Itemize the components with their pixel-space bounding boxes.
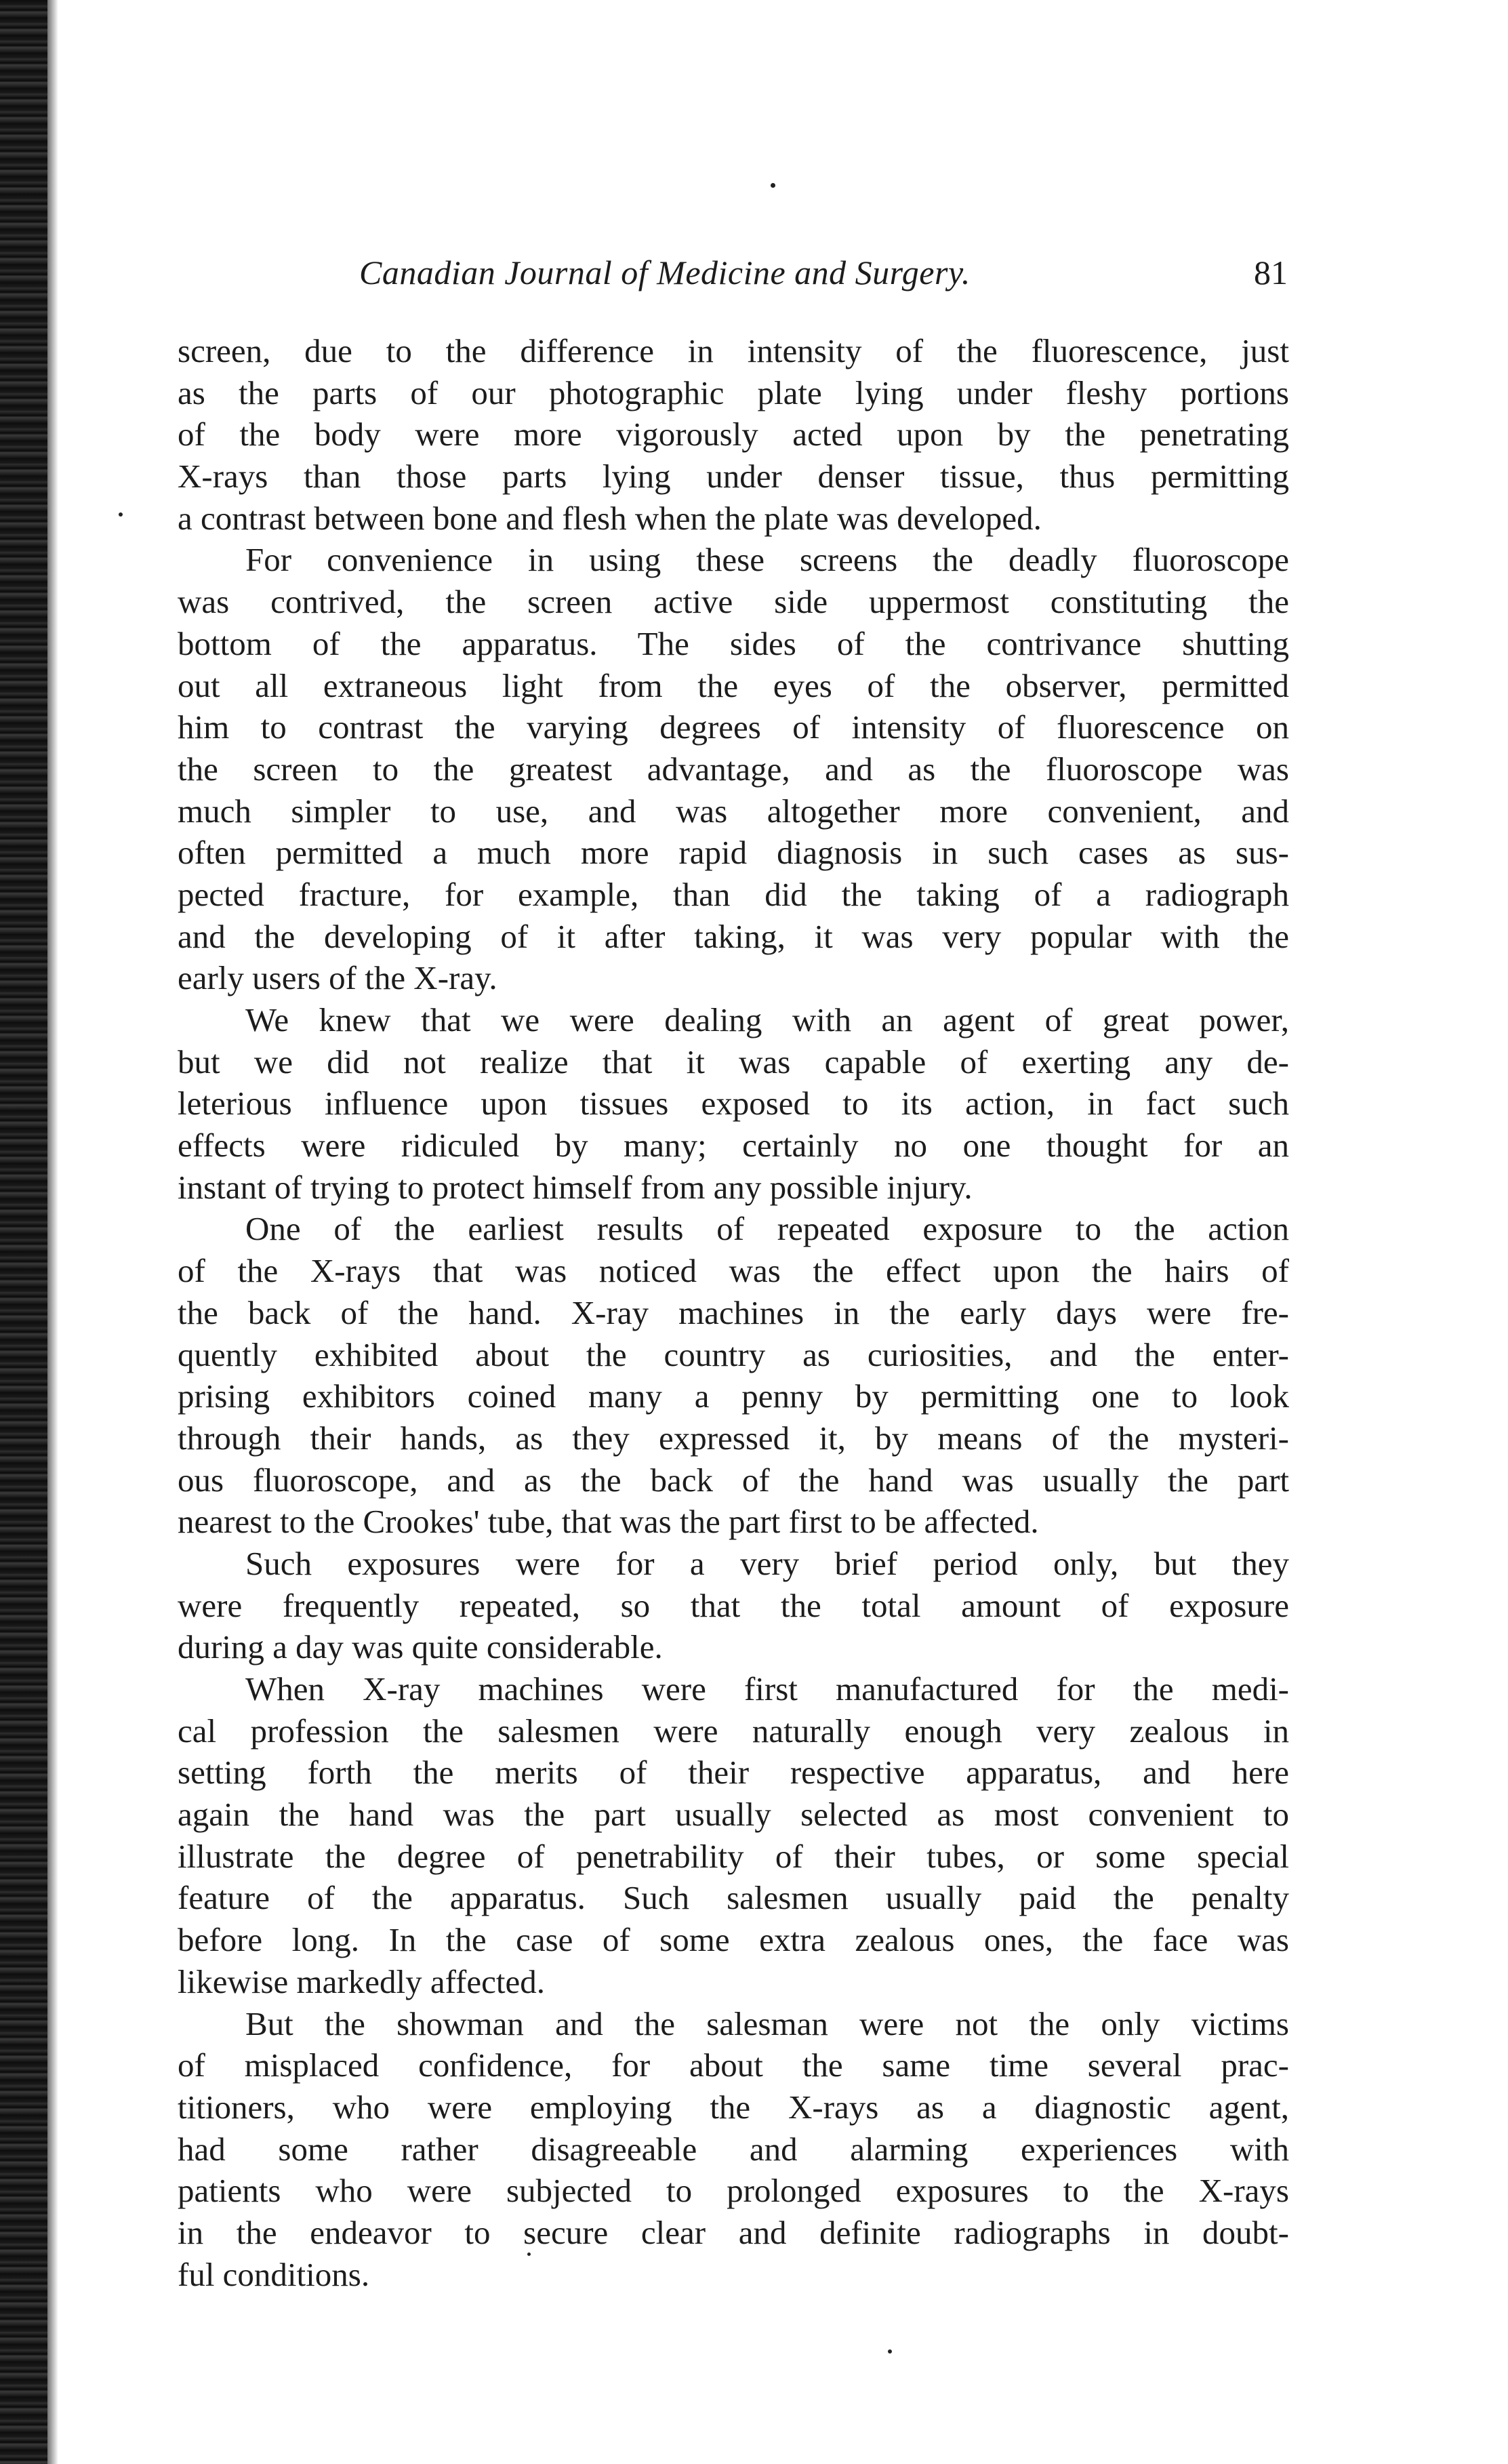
paragraph	[178, 2003, 1289, 2296]
text-line: of misplaced confidence, for about the same time several prac-	[178, 2046, 1289, 2084]
ink-speck	[119, 512, 123, 517]
text-line: out all extraneous light from the eyes of the observer, permitted	[178, 666, 1289, 704]
text-line: ous fluoroscope, and as the back of the hand was usually the part	[178, 1461, 1289, 1499]
text-line: patients who were subjected to prolonged exposures to the X-rays	[178, 2172, 1289, 2210]
text-line: were frequently repeated, so that the total amount of exposure	[178, 1586, 1289, 1624]
page-number: 81	[1254, 254, 1288, 291]
text-line: was contrived, the screen active side uppermost constituting the	[178, 583, 1289, 621]
running-title: Canadian Journal of Medicine and Surgery.	[359, 254, 971, 291]
text-line: illustrate the degree of penetrability of their tubes, or some special	[178, 1837, 1289, 1875]
text-line: a contrast between bone and flesh when the plate was developed.	[178, 499, 1042, 537]
text-line: ful conditions.	[178, 2255, 370, 2293]
text-line: screen, due to the difference in intensity of the fluorescence, just	[178, 332, 1289, 369]
text-line: him to contrast the varying degrees of intensity of fluorescence on	[178, 708, 1289, 746]
text-line: feature of the apparatus. Such salesmen usually paid the penalty	[178, 1879, 1289, 1917]
text-line: during a day was quite considerable.	[178, 1628, 663, 1666]
text-line: Such exposures were for a very brief period only, but they	[245, 1544, 1289, 1582]
text-line: often permitted a much more rapid diagnosis in such cases as sus-	[178, 834, 1289, 872]
text-line: the back of the hand. X-ray machines in the early days were fre-	[178, 1293, 1289, 1331]
text-line: in the endeavor to secure clear and definite radiographs in doubt-	[178, 2213, 1289, 2251]
scanned-binding-edge	[0, 0, 47, 2464]
text-line: effects were ridiculed by many; certainly no one thought for an	[178, 1127, 1289, 1165]
ink-speck	[888, 2349, 892, 2354]
text-line: of the X-rays that was noticed was the effect upon the hairs of	[178, 1252, 1289, 1290]
text-line: setting forth the merits of their respective apparatus, and here	[178, 1754, 1289, 1792]
text-line: bottom of the apparatus. The sides of the contrivance shutting	[178, 624, 1289, 662]
text-line: but we did not realize that it was capable of exerting any de-	[178, 1043, 1289, 1080]
text-line: But the showman and the salesman were not the only victims	[245, 2004, 1289, 2042]
article-body	[178, 330, 1289, 2295]
text-line: prising exhibitors coined many a penny by permitting one to look	[178, 1377, 1289, 1415]
text-line: leterious influence upon tissues exposed to its action, in fact such	[178, 1085, 1289, 1123]
text-line: nearest to the Crookes' tube, that was the part first to be affected.	[178, 1503, 1039, 1541]
text-line: When X-ray machines were first manufactured for the medi-	[245, 1670, 1289, 1708]
text-line: X-rays than those parts lying under denser tissue, thus permitting	[178, 458, 1289, 496]
text-line: before long. In the case of some extra zealous ones, the face was	[178, 1921, 1289, 1959]
text-line: the screen to the greatest advantage, and as the fluoroscope was	[178, 750, 1289, 788]
paragraph	[178, 1208, 1289, 1543]
text-line: and the developing of it after taking, it was very popular with the	[178, 917, 1289, 955]
text-line: cal profession the salesmen were naturally enough very zealous in	[178, 1712, 1289, 1750]
text-line: much simpler to use, and was altogether more convenient, and	[178, 792, 1289, 830]
text-line: early users of the X-ray.	[178, 959, 497, 997]
text-line: titioners, who were employing the X-rays as a diagnostic agent,	[178, 2088, 1289, 2126]
text-line: had some rather disagreeable and alarming experiences with	[178, 2130, 1289, 2168]
text-line: of the body were more vigorously acted upon by the penetrating	[178, 416, 1289, 453]
text-line: We knew that we were dealing with an agent of great power,	[245, 1001, 1289, 1038]
paragraph	[178, 999, 1289, 1208]
text-line: likewise markedly affected.	[178, 1962, 545, 2000]
text-line: One of the earliest results of repeated exposure to the action	[245, 1210, 1289, 1248]
text-line: For convenience in using these screens the deadly fluoroscope	[245, 541, 1289, 579]
paragraph	[178, 539, 1289, 999]
text-line: as the parts of our photographic plate lying under fleshy portions	[178, 373, 1289, 411]
text-line: through their hands, as they expressed it, by means of the mysteri-	[178, 1419, 1289, 1457]
running-header	[359, 253, 1288, 300]
text-line: pected fracture, for example, than did the taking of a radiograph	[178, 875, 1289, 913]
paragraph	[178, 330, 1289, 539]
text-line: instant of trying to protect himself from any possible injury.	[178, 1168, 973, 1206]
text-line: quently exhibited about the country as curiosities, and the enter-	[178, 1335, 1289, 1373]
paragraph	[178, 1543, 1289, 1668]
paragraph	[178, 1668, 1289, 2003]
ink-speck	[771, 183, 775, 188]
text-line: again the hand was the part usually selected as most convenient to	[178, 1796, 1289, 1834]
